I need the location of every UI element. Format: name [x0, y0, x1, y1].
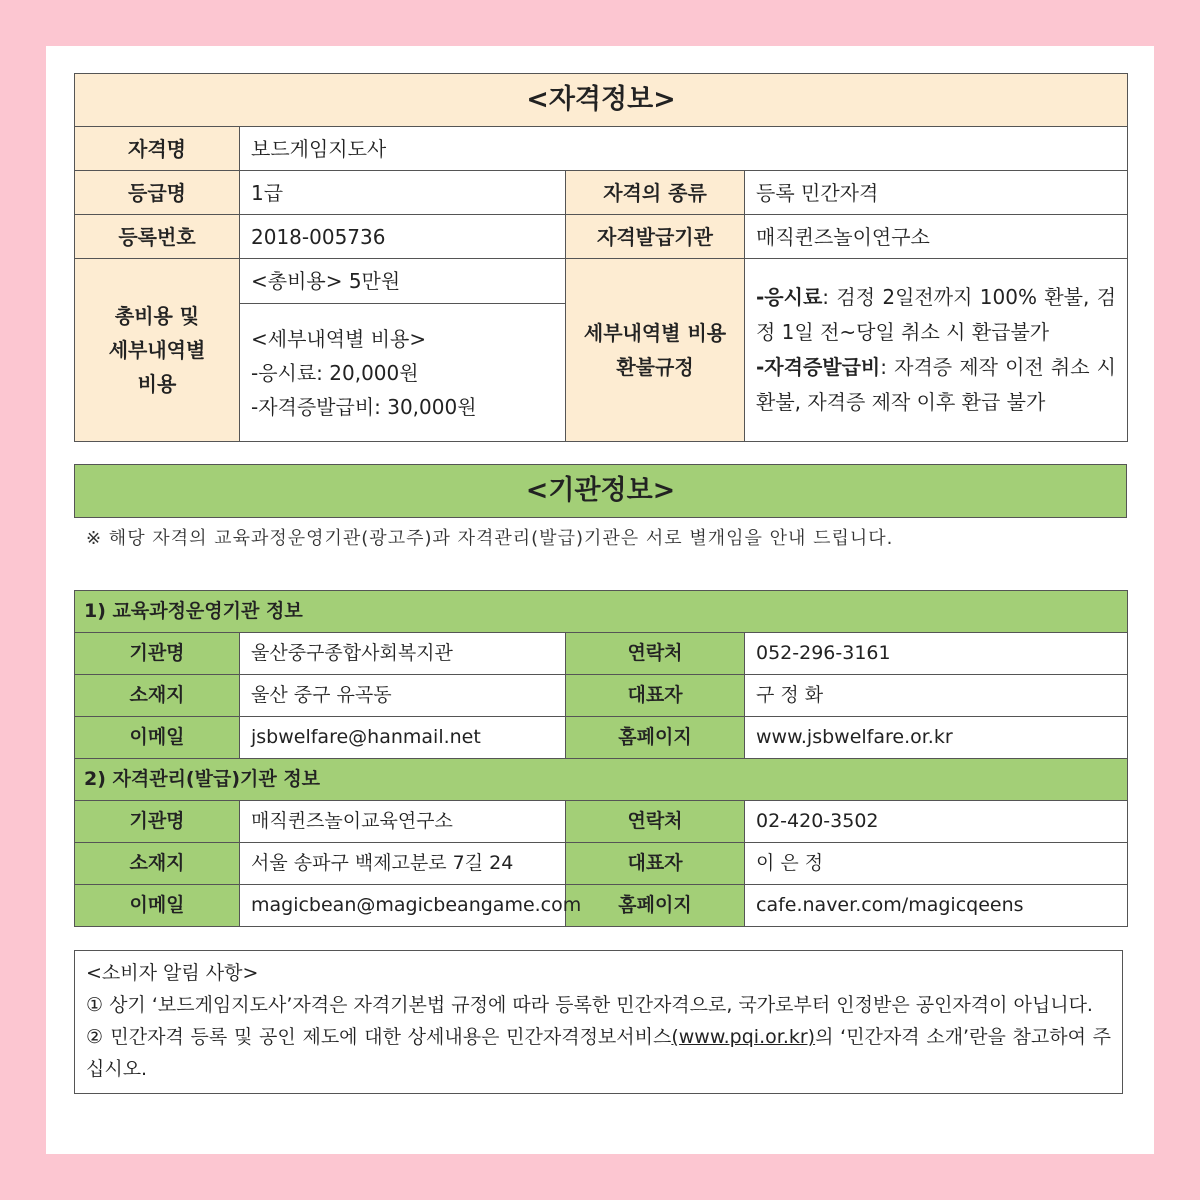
type-value: 등록 민간자격	[745, 171, 1128, 215]
homepage-label: 홈페이지	[566, 717, 745, 759]
qual-name-label: 자격명	[75, 127, 240, 171]
homepage-value: www.jsbwelfare.or.kr	[745, 717, 1128, 759]
type-label: 자격의 종류	[566, 171, 745, 215]
consumer-item-2	[86, 1021, 1111, 1085]
homepage-value: cafe.naver.com/magicqeens	[745, 885, 1128, 927]
detail-exam-fee: -응시료: 20,000원	[251, 360, 419, 385]
institution-table	[74, 590, 1128, 927]
org-name-value: 울산중구종합사회복지관	[240, 633, 566, 675]
total-cost: <총비용> 5만원	[240, 259, 566, 304]
consumer-item-2-post: 의 ‘민간자격 소개’란을 참고하여 주십시오.	[86, 1026, 1111, 1080]
cost-label-line: 총비용 및	[114, 304, 200, 328]
institution-title-box	[74, 464, 1127, 518]
refund-label-line: 세부내역별 비용	[583, 321, 727, 345]
qualification-section	[74, 73, 1127, 442]
table-row	[75, 885, 1128, 927]
institution-section	[74, 590, 1127, 927]
consumer-item-2-pre: ② 민간자격 등록 및 공인 제도에 대한 상세내용은 민간자격정보서비스	[86, 1026, 672, 1048]
issuer-value: 매직퀸즈놀이연구소	[745, 215, 1128, 259]
grade-value: 1급	[240, 171, 566, 215]
contact-label: 연락처	[566, 801, 745, 843]
representative-value: 구 정 화	[745, 675, 1128, 717]
detail-heading: <세부내역별 비용>	[251, 326, 427, 351]
cost-label	[75, 259, 240, 442]
contact-value: 052-296-3161	[745, 633, 1128, 675]
refund-exam-term: -응시료	[756, 285, 823, 309]
email-label: 이메일	[75, 717, 240, 759]
cost-label-line: 세부내역별	[108, 338, 206, 362]
institution-notice: ※ 해당 자격의 교육과정운영기관(광고주)과 자격관리(발급)기관은 서로 별개임을 안내 드립니다.	[86, 528, 894, 549]
issuer-label: 자격발급기관	[566, 215, 745, 259]
refund-cert-text: : 자격증 제작 이전 취소 시 환불, 자격증 제작 이후 환급 불가	[756, 355, 1117, 414]
location-value: 서울 송파구 백제고분로 7길 24	[240, 843, 566, 885]
table-row	[75, 675, 1128, 717]
location-label: 소재지	[75, 675, 240, 717]
refund-cert-term: -자격증발급비	[756, 355, 881, 379]
location-label: 소재지	[75, 843, 240, 885]
section-heading-issuer: 2) 자격관리(발급)기관 정보	[75, 759, 1128, 801]
pqi-link[interactable]: (www.pqi.or.kr)	[671, 1026, 816, 1048]
location-value: 울산 중구 유곡동	[240, 675, 566, 717]
representative-label: 대표자	[566, 843, 745, 885]
refund-label	[566, 259, 745, 442]
table-row	[75, 717, 1128, 759]
representative-label: 대표자	[566, 675, 745, 717]
table-row	[75, 633, 1128, 675]
info-sheet	[46, 46, 1154, 1154]
org-name-label: 기관명	[75, 633, 240, 675]
email-label: 이메일	[75, 885, 240, 927]
grade-label: 등급명	[75, 171, 240, 215]
cost-label-line: 비용	[137, 372, 177, 396]
section-heading-education: 1) 교육과정운영기관 정보	[75, 591, 1128, 633]
consumer-item-1: ① 상기 ‘보드게임지도사’자격은 자격기본법 규정에 따라 등록한 민간자격으로, 국가로부터 인정받은 공인자격이 아닙니다.	[86, 994, 1093, 1016]
homepage-label: 홈페이지	[566, 885, 745, 927]
org-name-label: 기관명	[75, 801, 240, 843]
reg-number-label: 등록번호	[75, 215, 240, 259]
detail-cert-fee: -자격증발급비: 30,000원	[251, 394, 477, 419]
cost-details	[240, 304, 566, 442]
refund-label-line: 환불규정	[616, 355, 694, 379]
representative-value: 이 은 정	[745, 843, 1128, 885]
refund-policy	[745, 259, 1128, 442]
table-row	[75, 843, 1128, 885]
consumer-notice	[74, 950, 1123, 1094]
contact-value: 02-420-3502	[745, 801, 1128, 843]
qual-name-value: 보드게임지도사	[240, 127, 1128, 171]
org-name-value: 매직퀸즈놀이교육연구소	[240, 801, 566, 843]
email-value: jsbwelfare@hanmail.net	[240, 717, 566, 759]
consumer-heading: <소비자 알림 사항>	[86, 962, 259, 984]
email-value: magicbean@magicbeangame.com	[240, 885, 566, 927]
qualification-title: <자격정보>	[75, 74, 1128, 127]
contact-label: 연락처	[566, 633, 745, 675]
institution-title: <기관정보>	[75, 465, 1127, 518]
reg-number-value: 2018-005736	[240, 215, 566, 259]
qualification-table	[74, 73, 1128, 442]
institution-title-table	[74, 464, 1127, 518]
refund-exam-text: : 검정 2일전까지 100% 환불, 검정 1일 전~당일 취소 시 환급불가	[756, 285, 1117, 344]
table-row	[75, 801, 1128, 843]
